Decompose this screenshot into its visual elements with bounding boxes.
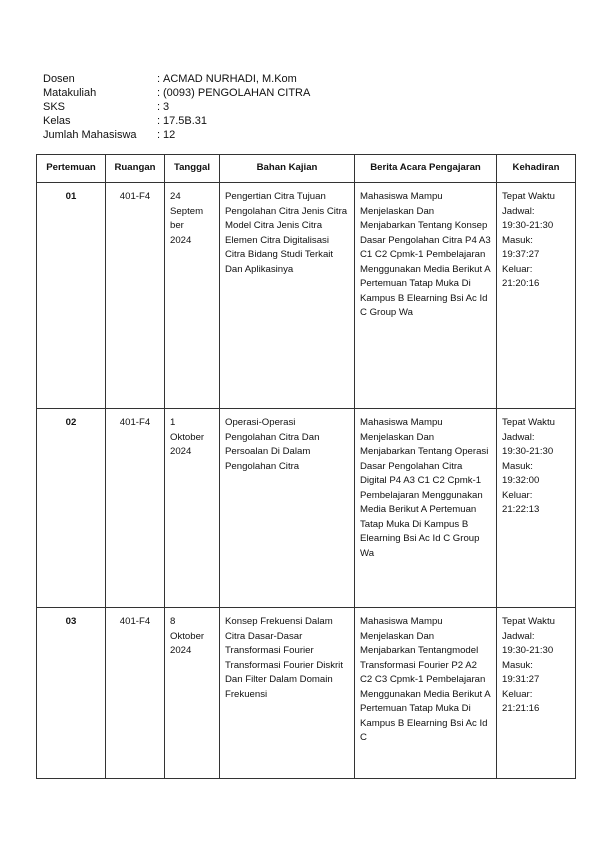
info-value-dosen: ACMAD NURHADI, M.Kom	[163, 73, 297, 85]
cell-tanggal: 24 Septem ber 2024	[165, 183, 220, 409]
cell-kehadiran: Tepat Waktu Jadwal: 19:30-21:30 Masuk: 19:31:27 Keluar: 21:21:16	[497, 608, 576, 779]
info-row-sks	[43, 100, 310, 114]
cell-berita-acara: Mahasiswa Mampu Menjelaskan Dan Menjabarkan Tentang Operasi Dasar Pengolahan Citra Digital P4 A3 C1 C2 Cpmk-1 Pembelajaran Menggunakan Media Berikut A Pertemuan Tatap Muka Di Kampus B Elearning Bsi Ac Id C Group Wa	[355, 409, 497, 608]
table-row	[37, 608, 576, 779]
table-row	[37, 409, 576, 608]
cell-kehadiran: Tepat Waktu Jadwal: 19:30-21:30 Masuk: 19:37:27 Keluar: 21:20:16	[497, 183, 576, 409]
info-value-sks: 3	[163, 101, 170, 113]
cell-bahan-kajian: Operasi-Operasi Pengolahan Citra Dan Persoalan Di Dalam Pengolahan Citra	[220, 409, 355, 608]
table-header-row	[37, 155, 576, 183]
info-label: Dosen	[43, 73, 75, 85]
cell-pertemuan: 02	[37, 409, 106, 608]
info-value-jumlah-mahasiswa: 12	[163, 129, 176, 141]
header-berita-acara: Berita Acara Pengajaran	[355, 155, 497, 183]
info-value-kelas: 17.5B.31	[163, 115, 208, 127]
cell-bahan-kajian: Pengertian Citra Tujuan Pengolahan Citra Jenis Citra Model Citra Jenis Citra Elemen Citra Digitalisasi Citra Bidang Studi Terkait Dan Aplikasinya	[220, 183, 355, 409]
cell-ruangan: 401-F4	[106, 409, 165, 608]
info-separator: :	[157, 101, 161, 113]
cell-berita-acara: Mahasiswa Mampu Menjelaskan Dan Menjabarkan Tentang Konsep Dasar Pengolahan Citra P4 A3 C1 C2 Cpmk-1 Pembelajaran Menggunakan Media Berikut A Pertemuan Tatap Muka Di Kampus B Elearning Bsi Ac Id C Group Wa	[355, 183, 497, 409]
info-separator: :	[157, 73, 161, 85]
info-separator: :	[157, 115, 161, 127]
cell-pertemuan: 03	[37, 608, 106, 779]
cell-bahan-kajian: Konsep Frekuensi Dalam Citra Dasar-Dasar Transformasi Fourier Transformasi Fourier Diskrit Dan Filter Dalam Domain Frekuensi	[220, 608, 355, 779]
cell-pertemuan: 01	[37, 183, 106, 409]
info-separator: :	[157, 87, 161, 99]
cell-kehadiran: Tepat Waktu Jadwal: 19:30-21:30 Masuk: 19:32:00 Keluar: 21:22:13	[497, 409, 576, 608]
info-row-jumlah-mahasiswa	[43, 128, 310, 142]
cell-ruangan: 401-F4	[106, 183, 165, 409]
header-pertemuan: Pertemuan	[37, 155, 106, 183]
cell-ruangan: 401-F4	[106, 608, 165, 779]
header-ruangan: Ruangan	[106, 155, 165, 183]
info-label: Kelas	[43, 115, 71, 127]
info-label: SKS	[43, 101, 66, 113]
info-label: Jumlah Mahasiswa	[43, 129, 137, 141]
attendance-table	[36, 154, 576, 779]
info-row-matakuliah	[43, 86, 310, 100]
info-row-kelas	[43, 114, 310, 128]
info-row-dosen	[43, 72, 310, 86]
info-label: Matakuliah	[43, 87, 97, 99]
header-kehadiran: Kehadiran	[497, 155, 576, 183]
info-separator: :	[157, 129, 161, 141]
course-info	[43, 72, 310, 142]
cell-tanggal: 1 Oktober 2024	[165, 409, 220, 608]
cell-berita-acara: Mahasiswa Mampu Menjelaskan Dan Menjabarkan Tentangmodel Transformasi Fourier P2 A2 C2 C3 Cpmk-1 Pembelajaran Menggunakan Media Berikut A Pertemuan Tatap Muka Di Kampus B Elearning Bsi Ac Id C	[355, 608, 497, 779]
header-tanggal: Tanggal	[165, 155, 220, 183]
table-row	[37, 183, 576, 409]
info-value-matakuliah: (0093) PENGOLAHAN CITRA	[163, 87, 311, 99]
cell-tanggal: 8 Oktober 2024	[165, 608, 220, 779]
header-bahan-kajian: Bahan Kajian	[220, 155, 355, 183]
